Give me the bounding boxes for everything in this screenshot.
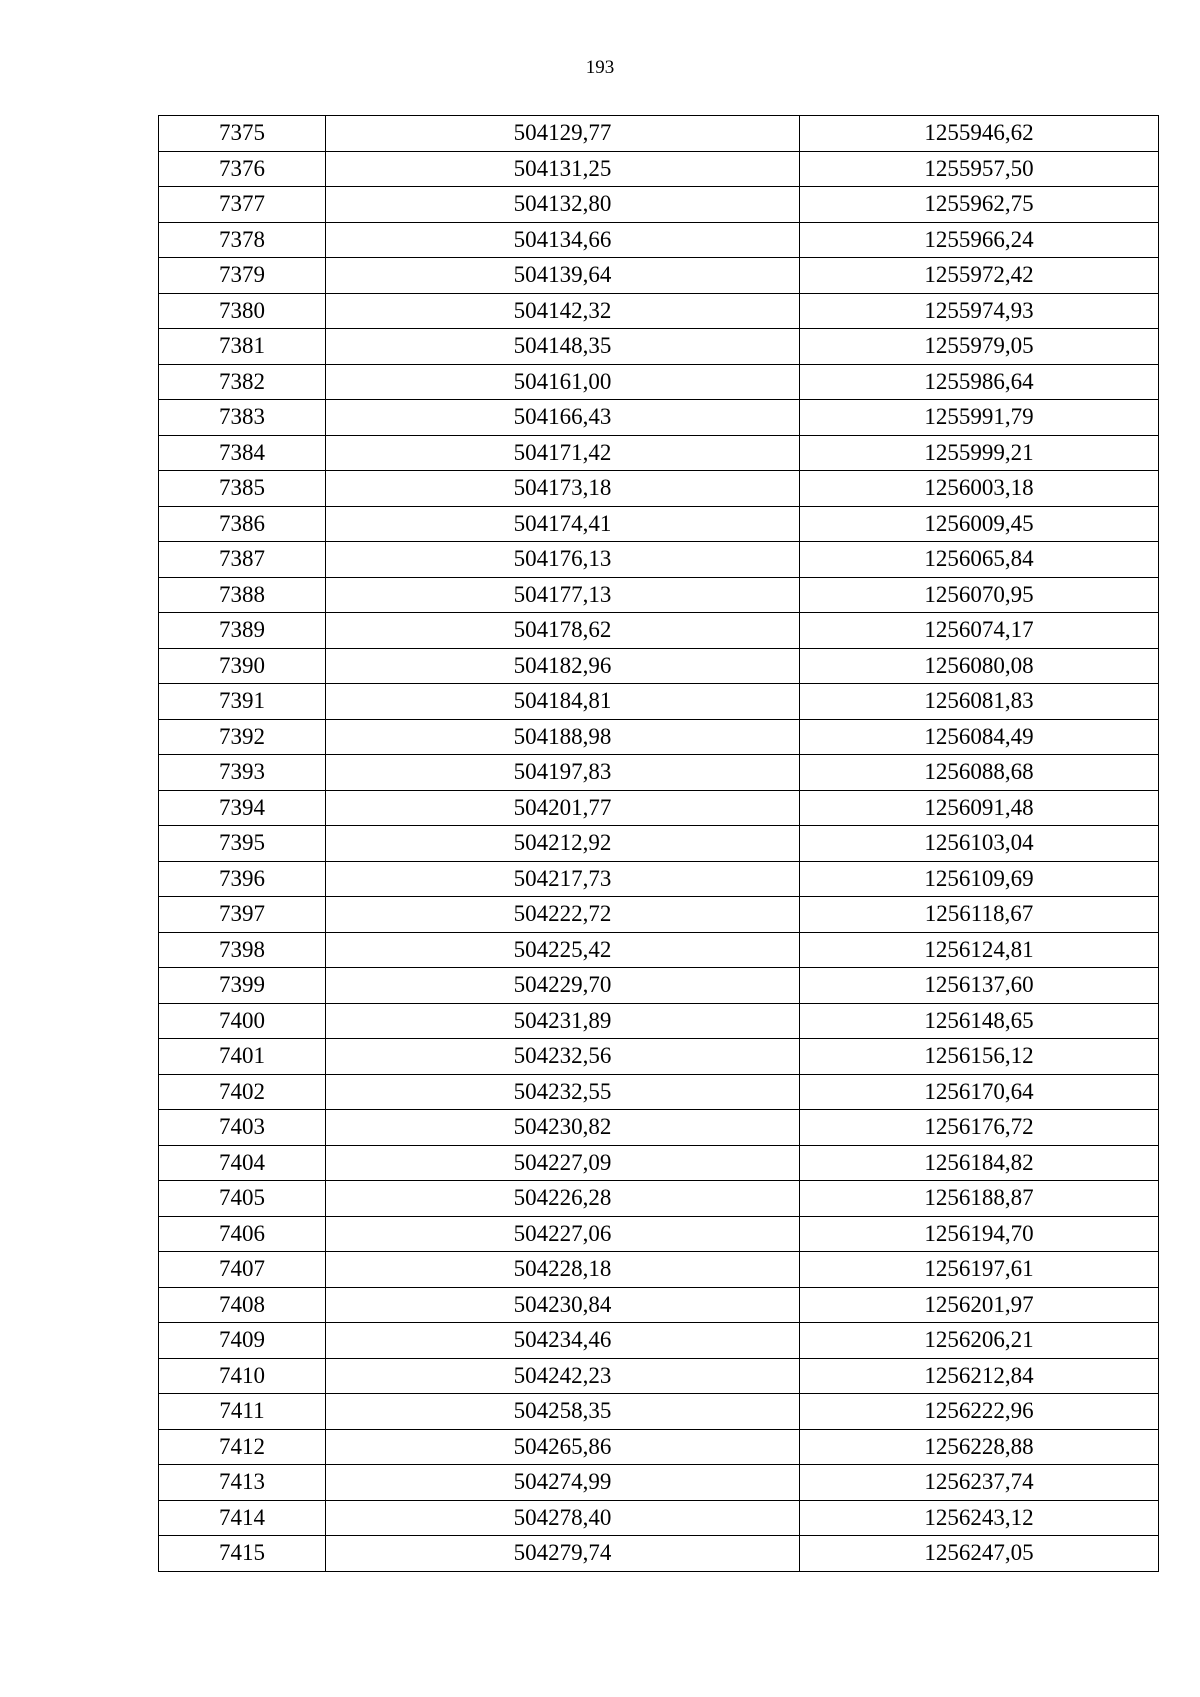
y-coordinate-cell: 1256080,08 [800, 648, 1159, 684]
table-row [159, 435, 1159, 471]
x-coordinate-cell: 504226,28 [326, 1181, 800, 1217]
x-coordinate-cell: 504161,00 [326, 364, 800, 400]
y-coordinate-cell: 1255999,21 [800, 435, 1159, 471]
y-coordinate-cell: 1256148,65 [800, 1003, 1159, 1039]
point-id-cell: 7412 [159, 1429, 326, 1465]
table-row [159, 1287, 1159, 1323]
x-coordinate-cell: 504231,89 [326, 1003, 800, 1039]
point-id-cell: 7384 [159, 435, 326, 471]
point-id-cell: 7414 [159, 1500, 326, 1536]
y-coordinate-cell: 1255957,50 [800, 151, 1159, 187]
table-row [159, 1536, 1159, 1572]
table-row [159, 1074, 1159, 1110]
point-id-cell: 7411 [159, 1394, 326, 1430]
y-coordinate-cell: 1256009,45 [800, 506, 1159, 542]
table-row [159, 258, 1159, 294]
x-coordinate-cell: 504201,77 [326, 790, 800, 826]
y-coordinate-cell: 1256074,17 [800, 613, 1159, 649]
y-coordinate-cell: 1256091,48 [800, 790, 1159, 826]
y-coordinate-cell: 1256084,49 [800, 719, 1159, 755]
x-coordinate-cell: 504242,23 [326, 1358, 800, 1394]
table-row [159, 684, 1159, 720]
table-row [159, 1500, 1159, 1536]
point-id-cell: 7388 [159, 577, 326, 613]
y-coordinate-cell: 1256088,68 [800, 755, 1159, 791]
x-coordinate-cell: 504176,13 [326, 542, 800, 578]
y-coordinate-cell: 1255974,93 [800, 293, 1159, 329]
point-id-cell: 7401 [159, 1039, 326, 1075]
y-coordinate-cell: 1256212,84 [800, 1358, 1159, 1394]
table-row [159, 1110, 1159, 1146]
y-coordinate-cell: 1256118,67 [800, 897, 1159, 933]
table-row [159, 1039, 1159, 1075]
y-coordinate-cell: 1255946,62 [800, 116, 1159, 152]
y-coordinate-cell: 1256176,72 [800, 1110, 1159, 1146]
y-coordinate-cell: 1256103,04 [800, 826, 1159, 862]
x-coordinate-cell: 504258,35 [326, 1394, 800, 1430]
table-row [159, 1323, 1159, 1359]
point-id-cell: 7396 [159, 861, 326, 897]
point-id-cell: 7375 [159, 116, 326, 152]
table-row [159, 222, 1159, 258]
table-row [159, 471, 1159, 507]
y-coordinate-cell: 1255962,75 [800, 187, 1159, 223]
x-coordinate-cell: 504171,42 [326, 435, 800, 471]
x-coordinate-cell: 504166,43 [326, 400, 800, 436]
y-coordinate-cell: 1256197,61 [800, 1252, 1159, 1288]
x-coordinate-cell: 504225,42 [326, 932, 800, 968]
x-coordinate-cell: 504232,55 [326, 1074, 800, 1110]
table-row [159, 861, 1159, 897]
table-row [159, 755, 1159, 791]
table-row [159, 542, 1159, 578]
x-coordinate-cell: 504184,81 [326, 684, 800, 720]
x-coordinate-cell: 504178,62 [326, 613, 800, 649]
point-id-cell: 7387 [159, 542, 326, 578]
table-row [159, 613, 1159, 649]
y-coordinate-cell: 1255979,05 [800, 329, 1159, 365]
table-row [159, 1252, 1159, 1288]
point-id-cell: 7392 [159, 719, 326, 755]
point-id-cell: 7386 [159, 506, 326, 542]
x-coordinate-cell: 504148,35 [326, 329, 800, 365]
table-row [159, 790, 1159, 826]
point-id-cell: 7404 [159, 1145, 326, 1181]
table-row [159, 506, 1159, 542]
y-coordinate-cell: 1255972,42 [800, 258, 1159, 294]
y-coordinate-cell: 1256201,97 [800, 1287, 1159, 1323]
point-id-cell: 7391 [159, 684, 326, 720]
x-coordinate-cell: 504129,77 [326, 116, 800, 152]
y-coordinate-cell: 1255966,24 [800, 222, 1159, 258]
table-row [159, 1394, 1159, 1430]
x-coordinate-cell: 504134,66 [326, 222, 800, 258]
point-id-cell: 7382 [159, 364, 326, 400]
y-coordinate-cell: 1256206,21 [800, 1323, 1159, 1359]
y-coordinate-cell: 1256222,96 [800, 1394, 1159, 1430]
table-row [159, 1003, 1159, 1039]
x-coordinate-cell: 504265,86 [326, 1429, 800, 1465]
y-coordinate-cell: 1256188,87 [800, 1181, 1159, 1217]
y-coordinate-cell: 1255991,79 [800, 400, 1159, 436]
point-id-cell: 7410 [159, 1358, 326, 1394]
table-row [159, 1358, 1159, 1394]
y-coordinate-cell: 1256070,95 [800, 577, 1159, 613]
y-coordinate-cell: 1256065,84 [800, 542, 1159, 578]
x-coordinate-cell: 504232,56 [326, 1039, 800, 1075]
x-coordinate-cell: 504227,09 [326, 1145, 800, 1181]
x-coordinate-cell: 504188,98 [326, 719, 800, 755]
x-coordinate-cell: 504132,80 [326, 187, 800, 223]
point-id-cell: 7408 [159, 1287, 326, 1323]
point-id-cell: 7406 [159, 1216, 326, 1252]
table-row [159, 1216, 1159, 1252]
y-coordinate-cell: 1256228,88 [800, 1429, 1159, 1465]
point-id-cell: 7397 [159, 897, 326, 933]
page-number: 193 [585, 57, 615, 78]
x-coordinate-cell: 504182,96 [326, 648, 800, 684]
coordinates-table [158, 115, 1159, 1572]
x-coordinate-cell: 504228,18 [326, 1252, 800, 1288]
point-id-cell: 7393 [159, 755, 326, 791]
point-id-cell: 7381 [159, 329, 326, 365]
point-id-cell: 7377 [159, 187, 326, 223]
point-id-cell: 7403 [159, 1110, 326, 1146]
table-row [159, 400, 1159, 436]
point-id-cell: 7379 [159, 258, 326, 294]
x-coordinate-cell: 504229,70 [326, 968, 800, 1004]
x-coordinate-cell: 504174,41 [326, 506, 800, 542]
point-id-cell: 7389 [159, 613, 326, 649]
y-coordinate-cell: 1256003,18 [800, 471, 1159, 507]
point-id-cell: 7407 [159, 1252, 326, 1288]
table-row [159, 826, 1159, 862]
x-coordinate-cell: 504230,82 [326, 1110, 800, 1146]
x-coordinate-cell: 504131,25 [326, 151, 800, 187]
y-coordinate-cell: 1256124,81 [800, 932, 1159, 968]
table-row [159, 1429, 1159, 1465]
y-coordinate-cell: 1256156,12 [800, 1039, 1159, 1075]
x-coordinate-cell: 504177,13 [326, 577, 800, 613]
x-coordinate-cell: 504227,06 [326, 1216, 800, 1252]
y-coordinate-cell: 1256184,82 [800, 1145, 1159, 1181]
y-coordinate-cell: 1256247,05 [800, 1536, 1159, 1572]
x-coordinate-cell: 504278,40 [326, 1500, 800, 1536]
point-id-cell: 7378 [159, 222, 326, 258]
y-coordinate-cell: 1256170,64 [800, 1074, 1159, 1110]
table-row [159, 648, 1159, 684]
point-id-cell: 7405 [159, 1181, 326, 1217]
table-row [159, 932, 1159, 968]
table-row [159, 187, 1159, 223]
table-row [159, 1465, 1159, 1501]
table-row [159, 364, 1159, 400]
point-id-cell: 7409 [159, 1323, 326, 1359]
x-coordinate-cell: 504234,46 [326, 1323, 800, 1359]
point-id-cell: 7395 [159, 826, 326, 862]
x-coordinate-cell: 504222,72 [326, 897, 800, 933]
x-coordinate-cell: 504212,92 [326, 826, 800, 862]
x-coordinate-cell: 504142,32 [326, 293, 800, 329]
x-coordinate-cell: 504173,18 [326, 471, 800, 507]
y-coordinate-cell: 1255986,64 [800, 364, 1159, 400]
x-coordinate-cell: 504274,99 [326, 1465, 800, 1501]
table-row [159, 293, 1159, 329]
x-coordinate-cell: 504279,74 [326, 1536, 800, 1572]
y-coordinate-cell: 1256109,69 [800, 861, 1159, 897]
point-id-cell: 7385 [159, 471, 326, 507]
y-coordinate-cell: 1256237,74 [800, 1465, 1159, 1501]
table-row [159, 1145, 1159, 1181]
x-coordinate-cell: 504197,83 [326, 755, 800, 791]
point-id-cell: 7394 [159, 790, 326, 826]
table-row [159, 151, 1159, 187]
y-coordinate-cell: 1256137,60 [800, 968, 1159, 1004]
point-id-cell: 7376 [159, 151, 326, 187]
x-coordinate-cell: 504217,73 [326, 861, 800, 897]
table-row [159, 329, 1159, 365]
point-id-cell: 7402 [159, 1074, 326, 1110]
y-coordinate-cell: 1256081,83 [800, 684, 1159, 720]
table-row [159, 1181, 1159, 1217]
x-coordinate-cell: 504230,84 [326, 1287, 800, 1323]
point-id-cell: 7390 [159, 648, 326, 684]
table-row [159, 897, 1159, 933]
point-id-cell: 7399 [159, 968, 326, 1004]
coordinates-table-body [159, 116, 1159, 1572]
point-id-cell: 7383 [159, 400, 326, 436]
point-id-cell: 7400 [159, 1003, 326, 1039]
table-row [159, 719, 1159, 755]
table-row [159, 116, 1159, 152]
y-coordinate-cell: 1256243,12 [800, 1500, 1159, 1536]
table-row [159, 577, 1159, 613]
point-id-cell: 7413 [159, 1465, 326, 1501]
x-coordinate-cell: 504139,64 [326, 258, 800, 294]
y-coordinate-cell: 1256194,70 [800, 1216, 1159, 1252]
point-id-cell: 7380 [159, 293, 326, 329]
point-id-cell: 7415 [159, 1536, 326, 1572]
table-row [159, 968, 1159, 1004]
point-id-cell: 7398 [159, 932, 326, 968]
